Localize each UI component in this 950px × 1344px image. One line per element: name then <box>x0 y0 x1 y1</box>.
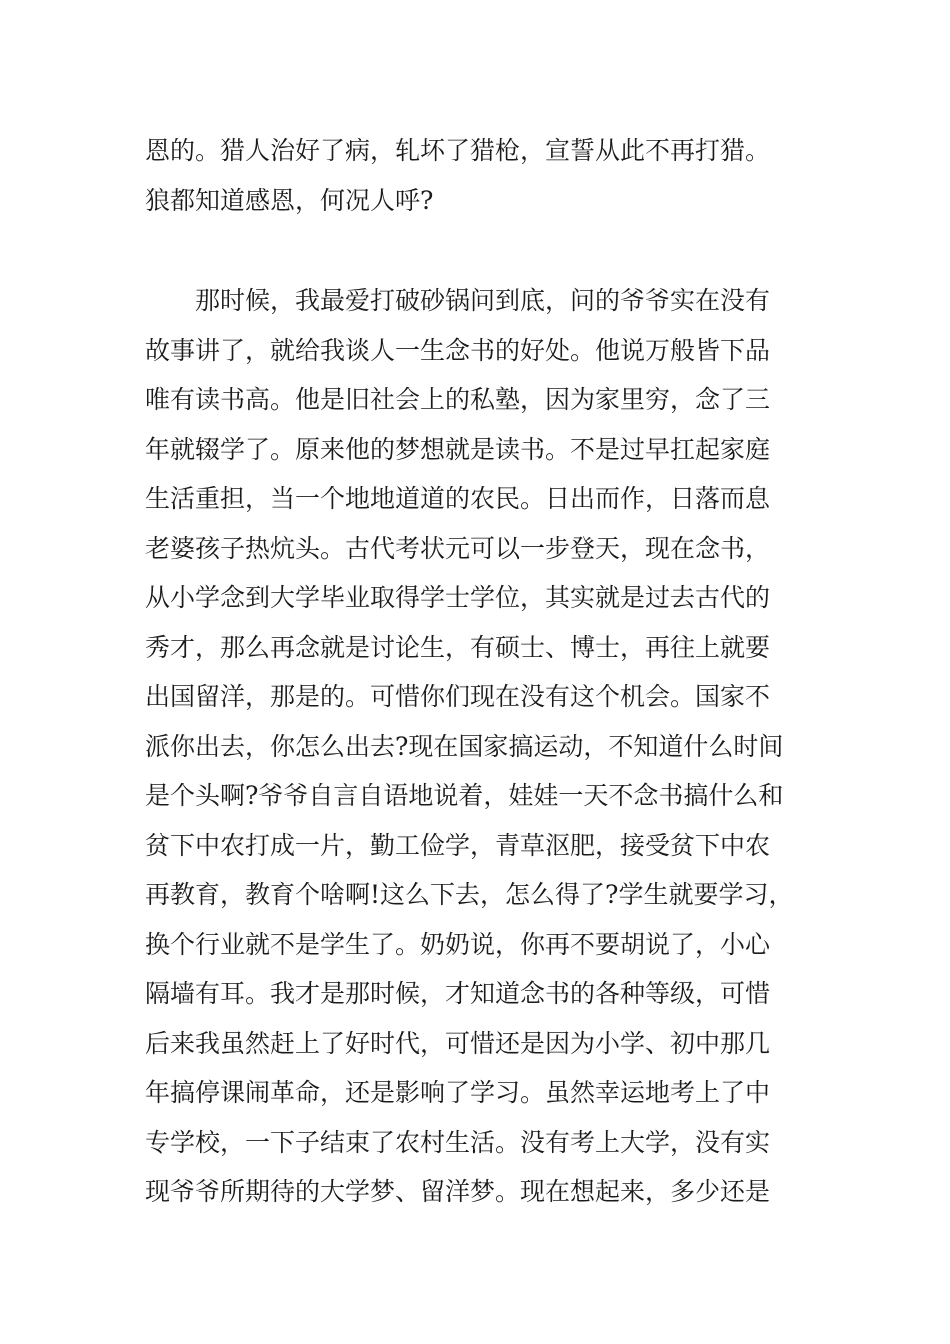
text-line: 恩的。猎人治好了病，轧坏了猎枪，宣誓从此不再打猎。 <box>145 136 771 165</box>
paragraph-1 <box>145 126 825 225</box>
text-line: 是个头啊?爷爷自言自语地说着，娃娃一天不念书搞什么和 <box>145 781 784 810</box>
text-line: 从小学念到大学毕业取得学士学位，其实就是过去古代的 <box>145 583 771 612</box>
text-line: 唯有读书高。他是旧社会上的私塾，因为家里穷，念了三 <box>145 385 771 414</box>
paragraph-2 <box>145 276 825 1217</box>
text-line: 故事讲了，就给我谈人一生念书的好处。他说万般皆下品 <box>145 335 771 365</box>
text-line: 年搞停课闹革命，还是影响了学习。虽然幸运地考上了中 <box>145 1078 771 1107</box>
text-line: 隔墙有耳。我才是那时候，才知道念书的各种等级，可惜 <box>145 979 771 1008</box>
text-line: 秀才，那么再念就是讨论生，有硕士、博士，再往上就要 <box>145 632 771 662</box>
text-line: 现爷爷所期待的大学梦、留洋梦。现在想起来，多少还是 <box>145 1177 771 1206</box>
text-line: 贫下中农打成一片，勤工俭学，青草沤肥，接受贫下中农 <box>145 830 771 860</box>
text-line: 年就辍学了。原来他的梦想就是读书。不是过早扛起家庭 <box>145 434 771 464</box>
text-line: 老婆孩子热炕头。古代考状元可以一步登天，现在念书， <box>145 533 771 563</box>
text-line: 专学校，一下子结束了农村生活。没有考上大学，没有实 <box>145 1127 771 1157</box>
text-line: 再教育，教育个啥啊!这么下去，怎么得了?学生就要学习， <box>145 880 794 909</box>
text-line: 生活重担，当一个地地道道的农民。日出而作，日落而息 <box>145 484 771 513</box>
text-line: 狼都知道感恩，何况人呼? <box>145 185 434 215</box>
text-line: 派你出去，你怎么出去?现在国家搞运动，不知道什么时间 <box>145 731 784 761</box>
text-line: 那时候，我最爱打破砂锅问到底，问的爷爷实在没有 <box>145 286 771 315</box>
text-line: 出国留洋，那是的。可惜你们现在没有这个机会。国家不 <box>145 682 771 711</box>
text-line: 后来我虽然赶上了好时代，可惜还是因为小学、初中那几 <box>145 1028 771 1058</box>
text-line: 换个行业就不是学生了。奶奶说，你再不要胡说了，小心 <box>145 929 771 959</box>
